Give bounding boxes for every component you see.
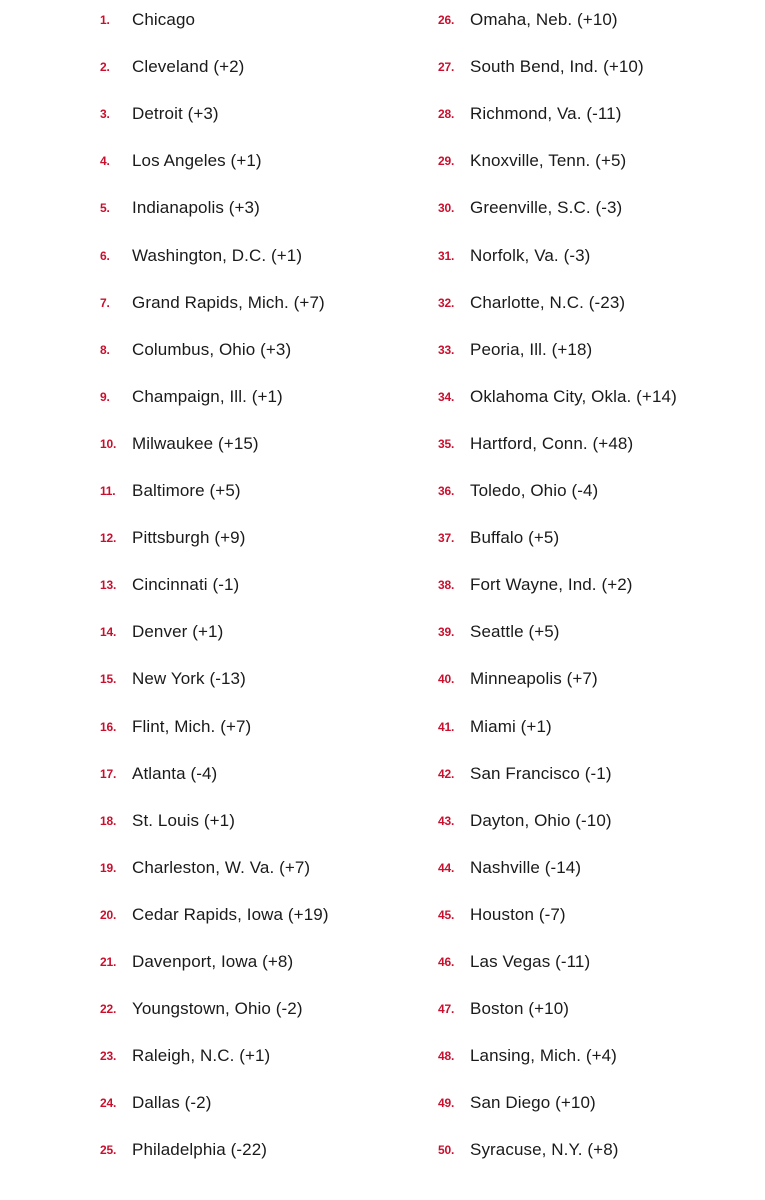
rank-number: 12.: [100, 531, 117, 545]
city-name: Miami (+1): [470, 717, 552, 736]
rank-number: 4.: [100, 154, 110, 168]
city-name: Greenville, S.C. (-3): [470, 198, 623, 217]
city-name: Dallas (-2): [132, 1093, 212, 1112]
rank-number: 33.: [438, 343, 455, 357]
city-name: Nashville (-14): [470, 858, 582, 877]
rank-number: 26.: [438, 13, 455, 27]
rank-number: 44.: [438, 861, 455, 875]
city-name: Buffalo (+5): [470, 528, 560, 547]
rank-number: 36.: [438, 484, 455, 498]
city-name: Columbus, Ohio (+3): [132, 340, 292, 359]
rank-number: 47.: [438, 1002, 455, 1016]
rank-number: 28.: [438, 107, 455, 121]
rank-number: 24.: [100, 1096, 117, 1110]
rank-number: 49.: [438, 1096, 455, 1110]
city-name: Dayton, Ohio (-10): [470, 811, 612, 830]
rank-number: 42.: [438, 767, 455, 781]
city-name: Richmond, Va. (-11): [470, 104, 622, 123]
rank-number: 8.: [100, 343, 110, 357]
city-name: Fort Wayne, Ind. (+2): [470, 575, 633, 594]
city-name: Los Angeles (+1): [132, 151, 262, 170]
city-name: Davenport, Iowa (+8): [132, 952, 294, 971]
rank-number: 37.: [438, 531, 455, 545]
rank-number: 43.: [438, 814, 455, 828]
city-name: Flint, Mich. (+7): [132, 717, 252, 736]
city-name: Cedar Rapids, Iowa (+19): [132, 905, 329, 924]
rank-number: 6.: [100, 249, 110, 263]
city-name: Lansing, Mich. (+4): [470, 1046, 617, 1065]
rank-number: 25.: [100, 1143, 117, 1157]
rank-number: 17.: [100, 767, 117, 781]
rank-number: 27.: [438, 60, 455, 74]
city-name: Washington, D.C. (+1): [132, 246, 303, 265]
city-name: Norfolk, Va. (-3): [470, 246, 591, 265]
city-name: Boston (+10): [470, 999, 570, 1018]
city-name: Baltimore (+5): [132, 481, 241, 500]
rank-number: 19.: [100, 861, 117, 875]
city-name: San Diego (+10): [470, 1093, 596, 1112]
city-name: Raleigh, N.C. (+1): [132, 1046, 271, 1065]
city-name: Pittsburgh (+9): [132, 528, 246, 547]
city-name: Charlotte, N.C. (-23): [470, 293, 626, 312]
rank-number: 46.: [438, 955, 455, 969]
rank-number: 14.: [100, 625, 117, 639]
city-name: Las Vegas (-11): [470, 952, 591, 971]
city-name: Charleston, W. Va. (+7): [132, 858, 311, 877]
rank-number: 22.: [100, 1002, 117, 1016]
rank-number: 18.: [100, 814, 117, 828]
rank-number: 32.: [438, 296, 455, 310]
rank-number: 20.: [100, 908, 117, 922]
rank-number: 39.: [438, 625, 455, 639]
city-name: Cleveland (+2): [132, 57, 245, 76]
rank-number: 21.: [100, 955, 117, 969]
city-name: Detroit (+3): [132, 104, 219, 123]
rank-number: 10.: [100, 437, 117, 451]
rank-number: 48.: [438, 1049, 455, 1063]
rank-number: 35.: [438, 437, 455, 451]
rank-number: 31.: [438, 249, 455, 263]
rank-number: 5.: [100, 201, 110, 215]
city-name: San Francisco (-1): [470, 764, 612, 783]
rank-number: 50.: [438, 1143, 455, 1157]
rank-number: 45.: [438, 908, 455, 922]
city-name: Oklahoma City, Okla. (+14): [470, 387, 677, 406]
rank-number: 3.: [100, 107, 110, 121]
city-name: Knoxville, Tenn. (+5): [470, 151, 627, 170]
rank-number: 13.: [100, 578, 117, 592]
rank-number: 16.: [100, 720, 117, 734]
rank-number: 38.: [438, 578, 455, 592]
city-name: Minneapolis (+7): [470, 669, 598, 688]
city-name: Omaha, Neb. (+10): [470, 10, 618, 29]
city-name: Cincinnati (-1): [132, 575, 240, 594]
city-name: St. Louis (+1): [132, 811, 235, 830]
rank-number: 30.: [438, 201, 455, 215]
rank-number: 2.: [100, 60, 110, 74]
rank-number: 9.: [100, 390, 110, 404]
city-name: Champaign, Ill. (+1): [132, 387, 283, 406]
rank-number: 1.: [100, 13, 110, 27]
city-name: Hartford, Conn. (+48): [470, 434, 634, 453]
rank-number: 29.: [438, 154, 455, 168]
city-name: Philadelphia (-22): [132, 1140, 268, 1159]
city-name: Denver (+1): [132, 622, 224, 641]
rank-number: 11.: [100, 484, 116, 498]
city-name: Chicago: [132, 10, 196, 29]
city-name: Atlanta (-4): [132, 764, 218, 783]
city-name: South Bend, Ind. (+10): [470, 57, 644, 76]
city-name: Seattle (+5): [470, 622, 560, 641]
city-name: Syracuse, N.Y. (+8): [470, 1140, 619, 1159]
city-name: Milwaukee (+15): [132, 434, 259, 453]
rank-number: 40.: [438, 672, 455, 686]
city-name: New York (-13): [132, 669, 246, 688]
city-name: Toledo, Ohio (-4): [470, 481, 599, 500]
city-name: Youngstown, Ohio (-2): [132, 999, 303, 1018]
city-name: Peoria, Ill. (+18): [470, 340, 593, 359]
rank-number: 34.: [438, 390, 455, 404]
rank-number: 15.: [100, 672, 117, 686]
rank-number: 41.: [438, 720, 455, 734]
rank-number: 23.: [100, 1049, 117, 1063]
city-name: Grand Rapids, Mich. (+7): [132, 293, 325, 312]
rank-number: 7.: [100, 296, 110, 310]
city-name: Houston (-7): [470, 905, 566, 924]
city-name: Indianapolis (+3): [132, 198, 260, 217]
